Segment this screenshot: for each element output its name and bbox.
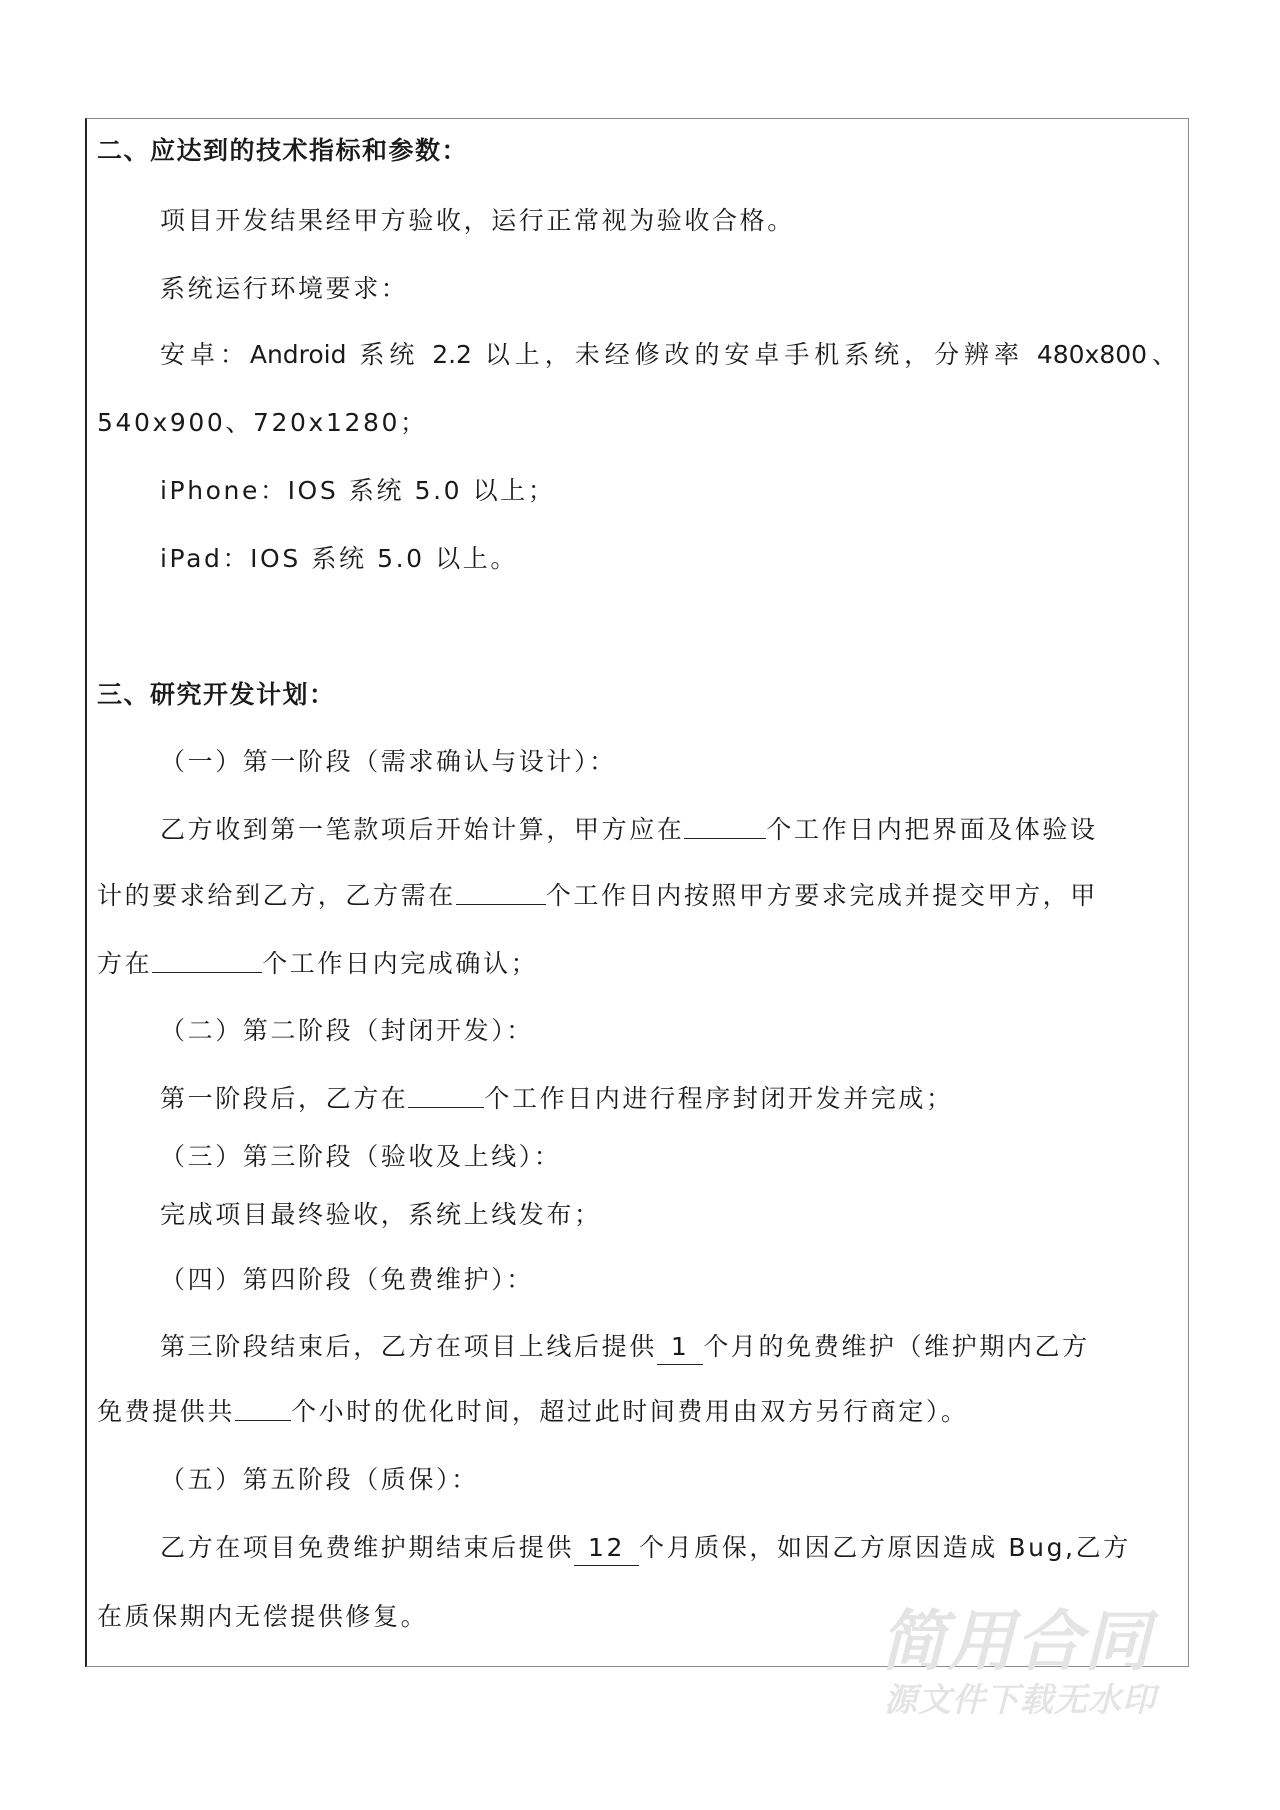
- blank-field[interactable]: [152, 944, 262, 973]
- phase-2-line-1: [160, 1079, 1177, 1119]
- iphone-requirement: iPhone：IOS 系统 5.0 以上；: [160, 476, 556, 505]
- text: 免费提供共: [97, 1397, 236, 1426]
- phase-3-title: （三）第三阶段（验收及上线）：: [160, 1142, 562, 1171]
- text: 第三阶段结束后，乙方在项目上线后提供: [160, 1332, 657, 1361]
- text: 个工作日内把界面及体验设: [766, 815, 1098, 844]
- phase-4-line-1: [160, 1327, 1177, 1367]
- phase-1-title: （一）第一阶段（需求确认与设计）：: [160, 747, 617, 776]
- phase-5-line-2: 在质保期内无偿提供修复。: [97, 1602, 429, 1631]
- blank-field[interactable]: [684, 810, 766, 839]
- acceptance-text: 项目开发结果经甲方验收，运行正常视为验收合格。: [160, 206, 795, 235]
- blank-field[interactable]: [408, 1079, 484, 1108]
- android-requirement-line-1: 安卓：Android 系统 2.2 以上，未经修改的安卓手机系统，分辨率 480x800、: [160, 340, 1177, 369]
- text: 个工作日内完成确认；: [262, 949, 539, 978]
- ipad-requirement: iPad：IOS 系统 5.0 以上。: [160, 544, 519, 573]
- blank-field[interactable]: [235, 1392, 291, 1421]
- maintenance-months-field[interactable]: 1: [657, 1330, 704, 1365]
- text: 乙方收到第一笔款项后开始计算，甲方应在: [160, 815, 685, 844]
- phase-4-title: （四）第四阶段（免费维护）：: [160, 1265, 534, 1294]
- phase-1-line-1: [160, 810, 1177, 850]
- environment-title: 系统运行环境要求：: [160, 274, 409, 303]
- text: 乙方在项目免费维护期结束后提供: [160, 1533, 575, 1562]
- text: 第一阶段后，乙方在: [160, 1084, 409, 1113]
- section-2-heading: 二、应达到的技术指标和参数：: [97, 136, 469, 165]
- phase-4-line-2: [97, 1392, 1177, 1432]
- android-requirement-line-2: 540x900、720x1280；: [97, 408, 428, 437]
- warranty-months-field[interactable]: 12: [574, 1531, 639, 1566]
- watermark-subtitle: 源文件下载无水印: [884, 1680, 1156, 1719]
- blank-field[interactable]: [456, 876, 546, 905]
- watermark-logo: 简用合同: [880, 1603, 1152, 1680]
- text: 个工作日内按照甲方要求完成并提交甲方，甲: [545, 881, 1098, 910]
- text: 计的要求给到乙方，乙方需在: [97, 881, 456, 910]
- phase-5-title: （五）第五阶段（质保）：: [160, 1465, 479, 1494]
- phase-5-line-1: [160, 1528, 1177, 1568]
- section-3-heading: 三、研究开发计划：: [97, 680, 336, 709]
- phase-2-title: （二）第二阶段（封闭开发）：: [160, 1016, 534, 1045]
- text: 方在: [97, 949, 153, 978]
- text: 个月质保，如因乙方原因造成 Bug,乙方: [639, 1533, 1131, 1562]
- phase-1-line-3: [97, 944, 1177, 984]
- phase-1-line-2: [97, 876, 1177, 916]
- text: 个工作日内进行程序封闭开发并完成；: [484, 1084, 954, 1113]
- phase-3-line-1: 完成项目最终验收，系统上线发布；: [160, 1200, 602, 1229]
- text: 个小时的优化时间，超过此时间费用由双方另行商定）。: [291, 1397, 969, 1426]
- text: 个月的免费维护（维护期内乙方: [703, 1332, 1090, 1361]
